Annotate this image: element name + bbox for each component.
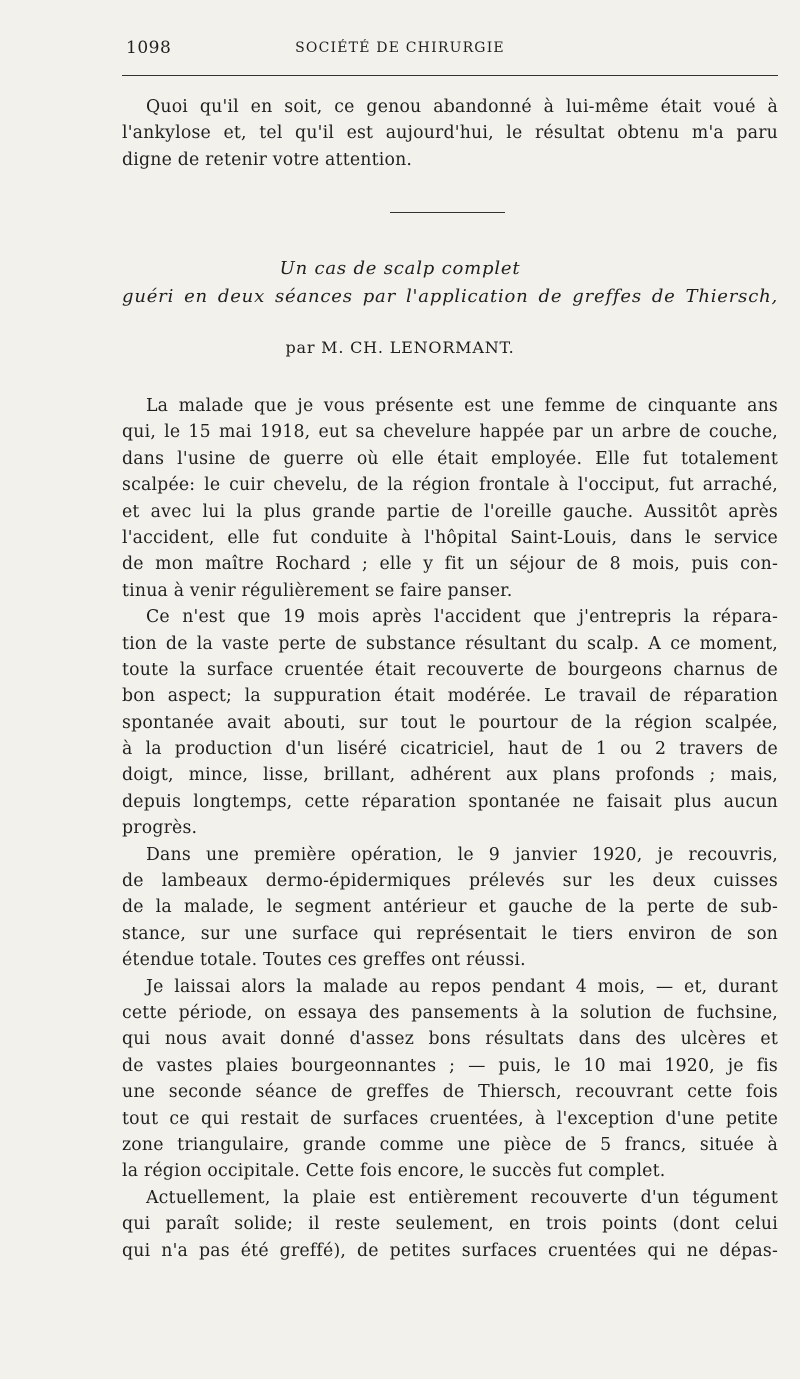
- article-subtitle: guéri en deux séances par l'application de greffes de Thiersch,: [122, 286, 778, 307]
- text-line: qui, le 15 mai 1918, eut sa chevelure happée par un arbre de couche,: [122, 422, 778, 443]
- article-author: par M. CH. LENORMANT.: [285, 338, 515, 357]
- running-title: SOCIÉTÉ DE CHIRURGIE: [295, 40, 505, 56]
- section-separator: [390, 212, 505, 213]
- text-line: tion de la vaste perte de substance résultant du scalp. A ce moment,: [122, 633, 778, 654]
- text-line: zone triangulaire, grande comme une pièce de 5 francs, située à: [122, 1134, 778, 1155]
- text-line: scalpée: le cuir chevelu, de la région frontale à l'occiput, fut arraché,: [122, 475, 778, 496]
- text-line: dans l'usine de guerre où elle était employée. Elle fut totalement: [122, 448, 778, 469]
- article-title: Un cas de scalp complet: [279, 258, 521, 279]
- text-line: l'accident, elle fut conduite à l'hôpital Saint-Louis, dans le service: [122, 527, 778, 548]
- text-line: à la production d'un liséré cicatriciel, haut de 1 ou 2 travers de: [122, 739, 778, 760]
- text-line: Ce n'est que 19 mois après l'accident que j'entrepris la répara-: [146, 607, 778, 628]
- text-line: toute la surface cruentée était recouverte de bourgeons charnus de: [122, 659, 778, 680]
- intro-paragraph: [122, 94, 778, 173]
- text-line: doigt, mince, lisse, brillant, adhérent aux plans profonds ; mais,: [122, 765, 778, 786]
- text-line: cette période, on essaya des pansements à la solution de fuchsine,: [122, 1002, 778, 1023]
- text-line: progrès.: [122, 818, 198, 839]
- text-line: de vastes plaies bourgeonnantes ; — puis, le 10 mai 1920, je fis: [122, 1055, 778, 1076]
- text-line: Actuellement, la plaie est entièrement recouverte d'un tégument: [146, 1187, 778, 1208]
- text-line: de mon maître Rochard ; elle y fit un séjour de 8 mois, puis con-: [122, 554, 778, 575]
- text-line: stance, sur une surface qui représentait le tiers environ de son: [122, 923, 778, 944]
- text-line: La malade que je vous présente est une femme de cinquante ans: [146, 396, 778, 416]
- text-line: bon aspect; la suppuration était modérée. Le travail de réparation: [122, 686, 778, 707]
- text-line: Quoi qu'il en soit, ce genou abandonné à lui-même était voué à: [146, 97, 778, 117]
- text-line: tout ce qui restait de surfaces cruentées, à l'exception d'une petite: [122, 1108, 778, 1129]
- article-body: [122, 393, 778, 1264]
- text-line: Dans une première opération, le 9 janvier 1920, je recouvris,: [146, 844, 778, 865]
- text-line: Je laissai alors la malade au repos pendant 4 mois, — et, durant: [146, 976, 778, 997]
- text-line: qui n'a pas été greffé), de petites surfaces cruentées qui ne dépas-: [122, 1240, 778, 1261]
- text-line: étendue totale. Toutes ces greffes ont réussi.: [122, 950, 526, 971]
- text-line: et avec lui la plus grande partie de l'oreille gauche. Aussitôt après: [122, 501, 778, 522]
- header-rule: [122, 75, 778, 76]
- text-line: qui nous avait donné d'assez bons résultats dans des ulcères et: [122, 1029, 778, 1050]
- text-line: tinua à venir régulièrement se faire panser.: [122, 580, 513, 601]
- text-line: l'ankylose et, tel qu'il est aujourd'hui, le résultat obtenu m'a paru: [122, 123, 778, 144]
- text-line: digne de retenir votre attention.: [122, 149, 413, 170]
- text-line: de la malade, le segment antérieur et gauche de la perte de sub-: [122, 897, 778, 918]
- page-number: 1098: [126, 38, 172, 58]
- text-line: spontanée avait abouti, sur tout le pourtour de la région scalpée,: [122, 712, 778, 733]
- text-line: de lambeaux dermo-épidermiques prélevés sur les deux cuisses: [122, 871, 778, 892]
- text-line: depuis longtemps, cette réparation spontanée ne faisait plus aucun: [122, 791, 778, 812]
- text-line: qui paraît solide; il reste seulement, en trois points (dont celui: [122, 1214, 778, 1235]
- text-line: une seconde séance de greffes de Thiersch, recouvrant cette fois: [122, 1082, 778, 1103]
- text-line: la région occipitale. Cette fois encore, le succès fut complet.: [122, 1161, 666, 1182]
